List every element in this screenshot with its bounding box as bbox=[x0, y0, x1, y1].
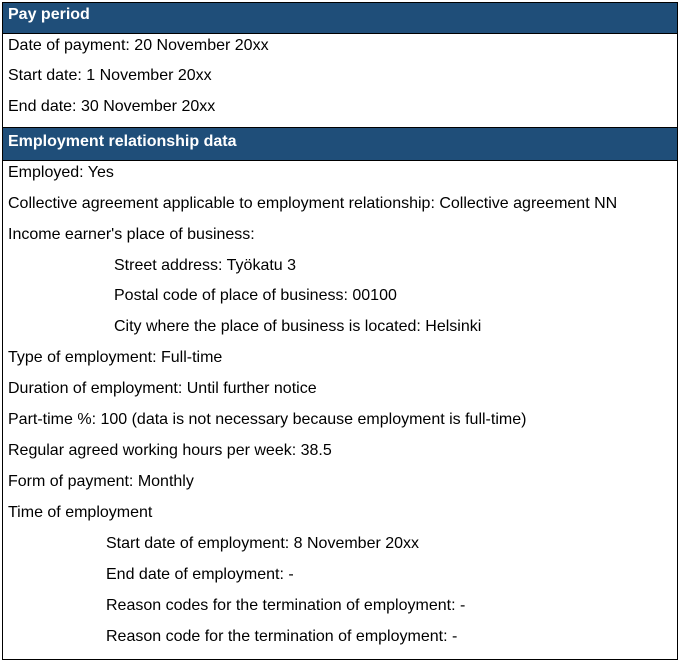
employment-row: Regular agreed working hours per week: 38.5 bbox=[8, 442, 332, 459]
employment-row-indented: End date of employment: - bbox=[106, 566, 294, 583]
employment-row: Collective agreement applicable to employment relationship: Collective agreement NN bbox=[8, 195, 618, 212]
pay-period-row: Start date: 1 November 20xx bbox=[8, 67, 212, 84]
pay-period-row: Date of payment: 20 November 20xx bbox=[8, 37, 269, 54]
employment-row: Employed: Yes bbox=[8, 164, 114, 181]
document-table bbox=[2, 2, 678, 660]
employment-row: Duration of employment: Until further notice bbox=[8, 380, 317, 397]
employment-row: Income earner's place of business: bbox=[8, 226, 255, 243]
employment-row-indented: Postal code of place of business: 00100 bbox=[114, 287, 397, 304]
employment-row-indented: Reason codes for the termination of employment: - bbox=[106, 597, 466, 614]
employment-row-indented: Street address: Työkatu 3 bbox=[114, 257, 297, 274]
employment-row: Part-time %: 100 (data is not necessary because employment is full-time) bbox=[8, 411, 527, 428]
employment-row: Type of employment: Full-time bbox=[8, 349, 223, 366]
employment-data-header: Employment relationship data bbox=[3, 127, 677, 161]
pay-period-header: Pay period bbox=[3, 3, 677, 34]
employment-row: Form of payment: Monthly bbox=[8, 473, 194, 490]
employment-row-indented: Reason code for the termination of employment: - bbox=[106, 628, 458, 645]
employment-row-indented: Start date of employment: 8 November 20xx bbox=[106, 535, 420, 552]
pay-period-row: End date: 30 November 20xx bbox=[8, 98, 216, 115]
employment-row-indented: City where the place of business is located: Helsinki bbox=[114, 318, 482, 335]
employment-row: Time of employment bbox=[8, 504, 153, 521]
